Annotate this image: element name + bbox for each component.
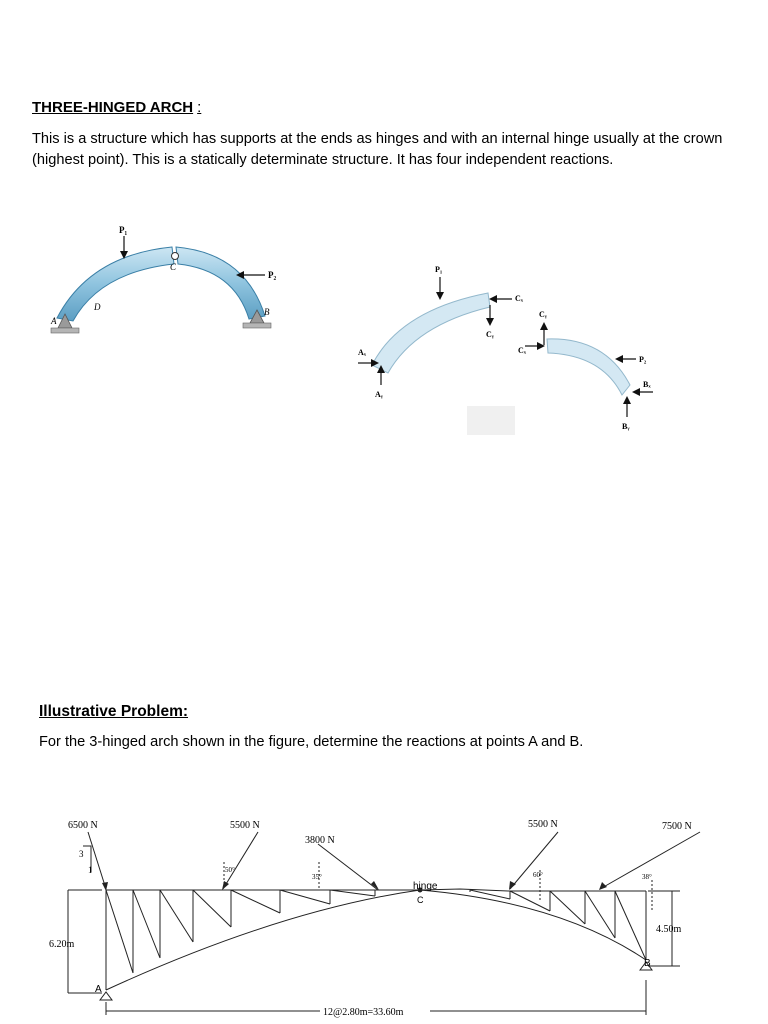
heading-colon: : (197, 99, 202, 116)
heading-text: THREE-HINGED ARCH (32, 99, 194, 116)
support-b-label: B (644, 958, 651, 969)
load4-label: 5500 N (528, 819, 558, 830)
load3-label: 3800 N (305, 835, 335, 846)
fbd-label-ax: Aₓ (358, 348, 367, 357)
arch-left-segment (57, 247, 174, 321)
fbd-bx-arrow (632, 388, 640, 396)
angle2-label: 35° (312, 873, 322, 881)
fbd-label-p1: P₁ (435, 265, 443, 274)
page-title (32, 99, 201, 116)
angle3-label: 60° (533, 871, 543, 879)
fbd-label-p2: P₂ (639, 355, 647, 364)
fbd-label-cx-right: Cₓ (518, 346, 527, 355)
label-p2: P₂ (268, 270, 277, 280)
hinge-c-label: C (417, 895, 424, 905)
load1-label: 6500 N (68, 820, 98, 831)
fbd-label-cx-left: Cₓ (515, 294, 524, 303)
intro-paragraph: This is a structure which has supports at the ends as hinges and with an internal hinge usually at the crown (highest point). This is a statically determinate structure. It has four independent reactions. (32, 131, 723, 168)
load5-label: 7500 N (662, 821, 692, 832)
crown-hinge (172, 253, 179, 260)
angle1-label: 50° (225, 866, 235, 874)
angle4-label: 38° (642, 873, 652, 881)
span-label: 12@2.80m=33.60m (323, 1007, 404, 1018)
three-hinged-arch-figure (40, 220, 300, 345)
left-height-label: 6.20m (49, 939, 75, 950)
support-a-label: A (95, 984, 102, 995)
load2-label: 5500 N (230, 820, 260, 831)
label-b: B (264, 307, 270, 317)
fbd-cx-left-arrow (489, 295, 497, 303)
fbd-p1-arrow (436, 292, 444, 300)
fbd-label-by: Bᵧ (622, 422, 630, 431)
fbd-label-ay: Aᵧ (375, 390, 384, 399)
label-c: C (170, 262, 177, 272)
label-d: D (94, 302, 101, 312)
slope-run-label: 1 (88, 865, 93, 875)
fbd-by-arrow (623, 396, 631, 404)
problem-title: Illustrative Problem: (39, 703, 189, 720)
fbd-cy-left-arrow (486, 318, 494, 326)
truss-arch-figure (40, 810, 730, 1022)
arch-right-segment (176, 247, 265, 319)
fbd-p2-arrow (615, 355, 623, 363)
slope-rise-label: 3 (79, 849, 84, 859)
fbd-cy-right-arrow (540, 322, 548, 330)
fbd-right-segment (547, 339, 630, 395)
free-body-diagram-figure (340, 255, 670, 440)
right-height-label: 4.50m (656, 924, 682, 935)
load4-line (510, 832, 558, 889)
placeholder-box (467, 406, 515, 435)
fbd-left-segment (372, 293, 490, 373)
fbd-label-cy-right: Cᵧ (539, 310, 548, 319)
fbd-label-cy-left: Cᵧ (486, 330, 495, 339)
problem-text: For the 3-hinged arch shown in the figure, determine the reactions at points A and B. (39, 734, 584, 750)
fbd-label-bx: Bₓ (643, 380, 651, 389)
top-chord (106, 889, 646, 891)
hinge-label: hinge (413, 881, 438, 892)
load2-line (223, 832, 258, 889)
load3-line (318, 844, 378, 890)
label-a: A (51, 316, 57, 326)
label-p1: P₁ (119, 225, 128, 235)
